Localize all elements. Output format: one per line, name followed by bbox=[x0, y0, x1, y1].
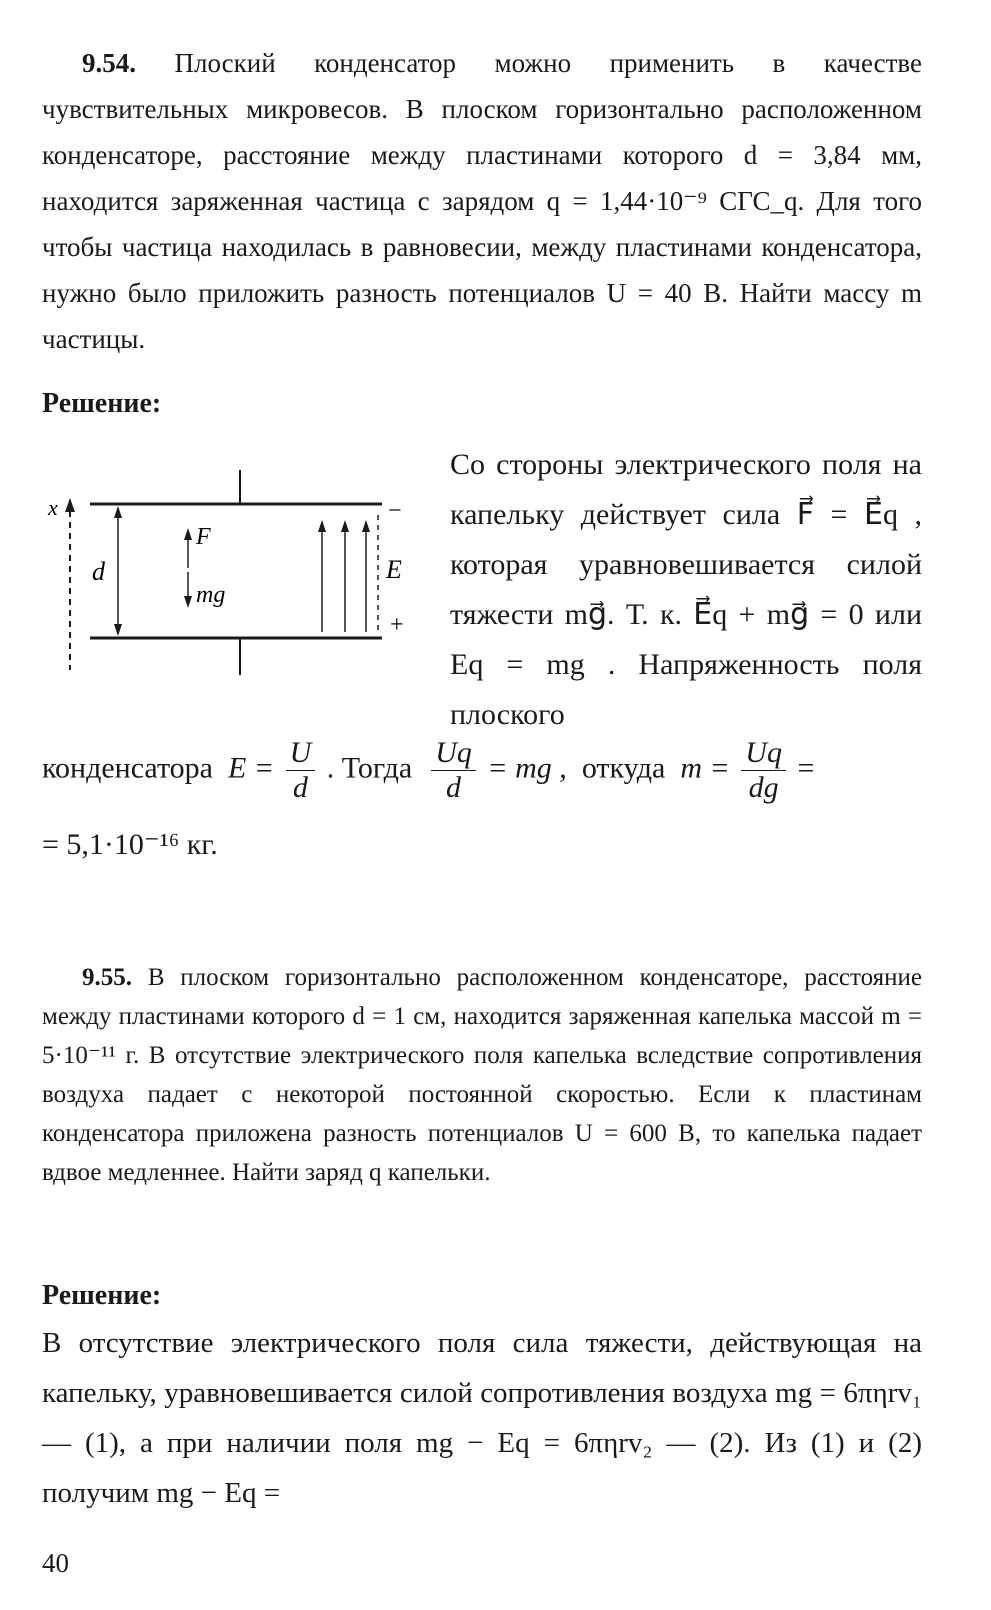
d-arrow-top bbox=[114, 506, 122, 518]
m-rhs: = bbox=[797, 751, 815, 785]
solution-9-55-text: В отсутствие электрического поля сила тяжести, действующая на капельку, уравновешивается силой сопротивления воздуха mg = 6πηrv₁ — (1), а при наличии поля mg − Eq = 6πηrv₂ — (2). Из (1) и (2) получим mg − Eq = bbox=[42, 1327, 922, 1509]
then-word: . Тогда bbox=[326, 751, 413, 785]
plus-sign: + bbox=[390, 612, 404, 638]
capacitor-diagram bbox=[40, 460, 430, 690]
fraction-u-d bbox=[286, 736, 316, 805]
m-lhs: m = bbox=[680, 751, 730, 785]
problem-9-54-statement bbox=[42, 40, 922, 362]
frac-uq: Uq bbox=[431, 736, 476, 771]
field-arrow-1 bbox=[318, 520, 326, 532]
frac-uq2: Uq bbox=[741, 736, 786, 771]
conductor-word: конденсатора bbox=[42, 751, 213, 785]
force-up-arrow bbox=[184, 528, 192, 540]
x-axis-label: x bbox=[48, 495, 58, 520]
d-arrow-bottom bbox=[114, 624, 122, 636]
field-arrow-2 bbox=[341, 520, 349, 532]
fraction-uq-dg bbox=[741, 736, 786, 805]
uq-rhs: = mg , bbox=[487, 751, 567, 785]
field-arrow-3 bbox=[362, 520, 370, 532]
page-number: 40 bbox=[42, 1548, 69, 1578]
frac-dg: dg bbox=[748, 771, 779, 804]
solution-9-54-result: = 5,1·10⁻¹⁶ кг. bbox=[42, 828, 218, 861]
solution-9-54-formula-line bbox=[42, 736, 814, 805]
gravity-label: mg⃗ bbox=[196, 582, 244, 608]
problem-9-55-number: 9.55. bbox=[82, 964, 132, 991]
problem-9-54-text: Плоский конденсатор можно применить в качестве чувствительных микровесов. В плоском горизонтально расположенном конденсаторе, расстояние между пластинами которого d = 3,84 мм, находится заряженная частица с зарядом q = 1,44·10⁻⁹ СГС_q. Для того чтобы частица находилась в равновесии, между пластинами конденсатора, нужно было приложить разность потенциалов U = 40 В. Найти массу m частицы. bbox=[42, 48, 922, 354]
problem-9-55-text: В плоском горизонтально расположенном конденсаторе, расстояние между пластинами которого d = 1 см, находится заряженная капелька массой m = 5·10⁻¹¹ г. В отсутствие электрического поля капелька вследствие сопротивления воздуха падает с некоторой постоянной скоростью. Если к пластинам конденсатора приложена разность потенциалов U = 600 В, то капелька падает вдвое медленнее. Найти заряд q капельки. bbox=[42, 964, 922, 1186]
d-label: d bbox=[92, 557, 105, 586]
field-label: E⃗ bbox=[386, 555, 423, 584]
solution-heading-9-55: Решение: bbox=[42, 1280, 162, 1311]
force-label: F⃗ bbox=[196, 524, 230, 550]
problem-9-55-statement bbox=[42, 958, 922, 1192]
solution-9-54-side-text: Со стороны электрического поля на капельку действует сила F⃗ = E⃗q , которая уравновешивается силой тяжести mg⃗. Т. к. E⃗q + mg⃗ = 0 или Eq = mg . Напряженность поля плоского bbox=[450, 448, 922, 731]
gravity-down-arrow bbox=[184, 596, 192, 608]
frac-d: d bbox=[292, 771, 308, 804]
minus-sign: − bbox=[388, 498, 402, 524]
problem-9-54-number: 9.54. bbox=[82, 48, 136, 78]
frac-d2: d bbox=[446, 771, 462, 804]
whence-word: откуда bbox=[581, 751, 666, 785]
e-lhs: E = bbox=[228, 751, 275, 785]
x-axis-arrow bbox=[65, 498, 75, 512]
fraction-uq-d bbox=[431, 736, 476, 805]
solution-heading-9-54: Решение: bbox=[42, 388, 162, 419]
frac-u: U bbox=[286, 736, 316, 771]
